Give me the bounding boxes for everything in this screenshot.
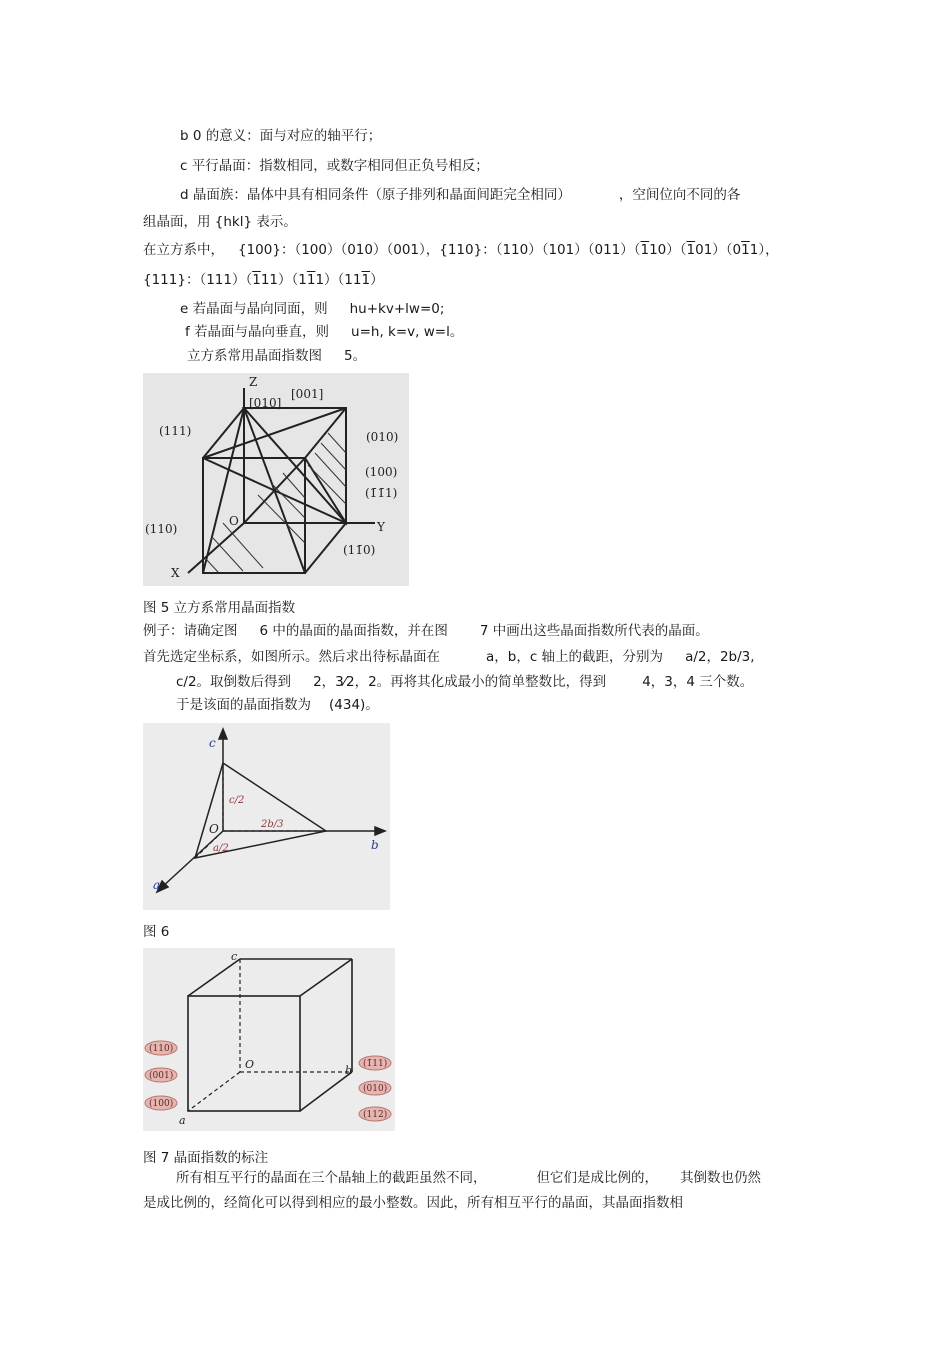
- figure-6-drawing: [143, 723, 390, 910]
- family-111-b: 11）（1: [260, 272, 307, 288]
- fig7-axis-c: c: [231, 950, 238, 963]
- line-cubic: [143, 241, 779, 259]
- line-step2: [176, 673, 753, 691]
- example-a: 例子：请确定图: [143, 623, 238, 639]
- fig5-origin: O: [229, 514, 239, 528]
- fig7-origin: O: [245, 1058, 255, 1071]
- fig5-label-1b1b1: (1̄1̄1): [365, 486, 398, 500]
- line-111: [143, 271, 384, 289]
- fig5-label-001: [001]: [291, 387, 324, 401]
- figure-5-drawing: [143, 373, 409, 586]
- cubic-lead: 在立方系中，: [143, 242, 224, 258]
- line-d1-b: ，空间位向不同的各: [618, 187, 741, 203]
- family-110-b: 10）（: [649, 242, 687, 258]
- bar-digit: 1: [741, 242, 750, 258]
- fig5-axis-y: Y: [377, 520, 385, 534]
- figure-5: [143, 373, 409, 586]
- figure-7: [143, 948, 395, 1131]
- line-step1: [143, 648, 755, 666]
- fig6-origin: O: [209, 822, 219, 836]
- line-f: [185, 323, 463, 341]
- fig7-tag-left-2: (001): [149, 1071, 174, 1081]
- step2-b: 2，3⁄2，2。再将其化成最小的简单整数比，得到: [313, 674, 607, 690]
- fig5-label-100: (100): [365, 465, 398, 479]
- line-para-2: 是成比例的，经简化可以得到相应的最小整数。因此，所有相互平行的晶面，其晶面指数相: [143, 1195, 683, 1211]
- fig7-bg: [143, 948, 395, 1131]
- fig5-label-010-right: (010): [366, 430, 399, 444]
- step1-a: 首先选定坐标系，如图所示。然后求出待标晶面在: [143, 649, 440, 665]
- caption-figure-6: 图 6: [143, 924, 170, 940]
- bar-digit: 1: [686, 242, 696, 258]
- line-c: c 平行晶面：指数相同，或数字相同但正负号相反；: [180, 158, 489, 174]
- line-f-a: f 若晶面与晶向垂直，则: [185, 324, 330, 340]
- fig7-tag-right-3: (112): [363, 1110, 388, 1120]
- example-c: 7 中画出这些晶面指数所代表的晶面。: [479, 623, 709, 639]
- bar-digit: 1: [640, 242, 650, 258]
- fig5-label-111: (111): [159, 424, 192, 438]
- line-fig5-ref: [187, 347, 366, 365]
- fig5-label-110: (110): [145, 522, 178, 536]
- line-example: [143, 622, 709, 640]
- line-f-b: u=h, k=v, w=l。: [351, 324, 464, 340]
- fig5-axis-z: Z: [249, 375, 258, 389]
- para-a: 所有相互平行的晶面在三个晶轴上的截距虽然不同，: [176, 1170, 487, 1186]
- line-e-b: hu+kv+lw=0;: [349, 301, 445, 317]
- fig6-axis-a: a: [153, 878, 161, 892]
- line-e: [180, 300, 444, 318]
- step1-b: a，b，c 轴上的截距，分别为: [486, 649, 664, 665]
- fig5-ref-b: 5。: [344, 348, 367, 364]
- example-b: 6 中的晶面的晶面指数，并在图: [259, 623, 448, 639]
- fig6-b-two-thirds: 2b/3: [261, 819, 284, 830]
- line-para-1: [176, 1169, 761, 1187]
- line-d1-a: d 晶面族：晶体中具有相同条件（原子排列和晶面间距完全相同）: [180, 187, 571, 203]
- fig5-label-11b0: (11̄0): [343, 543, 376, 557]
- fig7-tag-left-3: (100): [149, 1099, 174, 1109]
- fig7-tag-right-1: (1̄11): [363, 1059, 388, 1069]
- bar-digit: 1: [361, 272, 371, 288]
- step2-a: c/2。取倒数后得到: [176, 674, 292, 690]
- step2-c: 4，3，4 三个数。: [642, 674, 754, 690]
- fig7-axis-b: b: [345, 1064, 353, 1077]
- fig5-axis-x: X: [171, 566, 180, 580]
- step3-a: 于是该面的晶面指数为: [176, 697, 311, 713]
- family-110-c: 01）（0: [695, 242, 742, 258]
- line-d2: 组晶面，用 {hkl} 表示。: [143, 214, 297, 230]
- fig6-axis-b: b: [371, 838, 379, 852]
- fig6-c-half: c/2: [229, 795, 245, 806]
- bar-digit: 1: [252, 272, 261, 288]
- caption-figure-7: 图 7 晶面指数的标注: [143, 1150, 269, 1166]
- figure-7-drawing: [143, 948, 395, 1131]
- line-e-a: e 若晶面与晶向同面，则: [180, 301, 328, 317]
- fig6-bg: [143, 723, 390, 910]
- line-b: b 0 的意义：面与对应的轴平行；: [180, 128, 382, 144]
- fig7-tag-left-1: (110): [149, 1044, 174, 1054]
- fig6-a-half: a/2: [213, 843, 229, 854]
- caption-figure-5: 图 5 立方系常用晶面指数: [143, 600, 296, 616]
- fig6-axis-c: c: [209, 736, 216, 750]
- family-110-d: 1），: [749, 242, 779, 258]
- bar-digit: 1: [306, 272, 316, 288]
- family-100: {100}：（100）（010）（001），: [238, 242, 440, 258]
- family-111-a: {111}：（111）（: [143, 272, 253, 288]
- step3-b: (434)。: [329, 697, 379, 713]
- family-111-c: 1）（11: [315, 272, 362, 288]
- para-b: 但它们是成比例的，: [536, 1170, 658, 1186]
- line-d1: [180, 186, 740, 204]
- line-step3: [176, 696, 379, 714]
- family-110-a: {110}：（110）（101）（011）（: [439, 242, 641, 258]
- fig5-ref-a: 立方系常用晶面指数图: [187, 348, 322, 364]
- para-c: 其倒数也仍然: [680, 1170, 761, 1186]
- step1-c: a/2，2b/3,: [685, 649, 755, 665]
- fig7-axis-a: a: [179, 1114, 186, 1127]
- figure-6: [143, 723, 390, 910]
- fig7-tag-right-2: (010): [363, 1084, 388, 1094]
- family-111-d: ）: [370, 272, 384, 288]
- fig5-label-010-top: [010]: [249, 396, 282, 410]
